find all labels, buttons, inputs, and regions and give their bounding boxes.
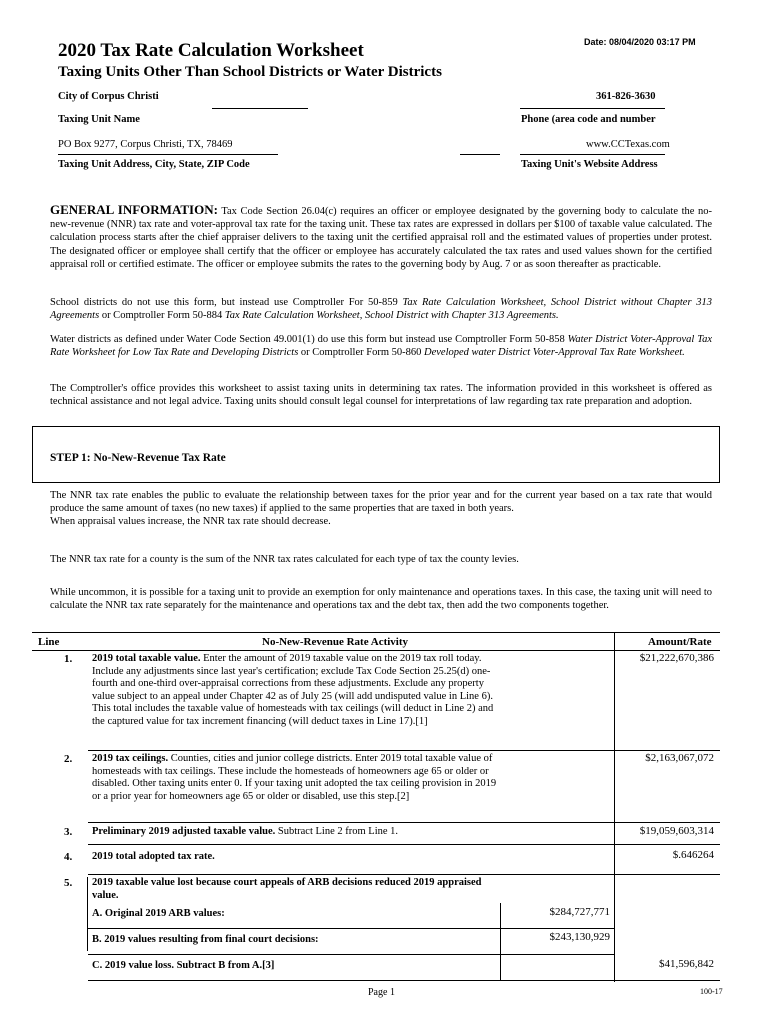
line-activity-text: Counties, cities and junior college districts. Enter 2019 total taxable value of homesteads with tax ceilings. These include the homesteads of homeowners age 65 or older or disabled. Other taxing units enter 0. If your taxing unit adopted the tax ceiling provision in 2019 or a prior year for homeowners age 65 or older or disabled, use this step.[2]	[92, 753, 497, 802]
line-activity-title: 2019 total taxable value.	[92, 653, 201, 664]
phone-number: 361-826-3630	[596, 91, 656, 102]
line-amount: $19,059,603,314	[639, 825, 714, 837]
line-activity-text: Enter the amount of 2019 taxable value on the 2019 tax roll today. Include any adjustments since last year's certification; exclude Tax Code Section 25.25(d) one-fourth and one-third over-appraisal corrections from these adjustments. Exclude any property value subject to an appeal under Chapter 42 as of July 25 (will add undisputed value in Line 6). This total includes the taxable value of homesteads with tax ceilings (will deduct in Line 2) and the captured value for tax increment financing (will deduct taxes in Line 17).[1]	[92, 653, 494, 727]
school-districts-paragraph	[50, 296, 712, 322]
line-activity-text: Subtract Line 2 from Line 1.	[275, 826, 399, 837]
line-5a-amount: $284,727,771	[549, 906, 610, 918]
line-5c-label: C. 2019 value loss. Subtract B from A.[3]	[92, 960, 275, 971]
line-activity	[92, 826, 500, 839]
line-activity	[92, 851, 500, 864]
phone-label: Phone (area code and number	[521, 114, 656, 125]
line-amount: $2,163,067,072	[645, 752, 714, 764]
general-information-text: Tax Code Section 26.04(c) requires an officer or employee designated by the governing body to calculate the no-new-revenue (NNR) tax rate and voter-approval tax rate for the taxing unit. These tax rates are expressed in dollars per $100 of taxable value calculated. The calculation process starts after the chief appraiser delivers to the taxing unit the certified appraisal roll and the estimated values of properties under protest. The designated officer or employee shall certify that the officer or employee has accurately calculated the tax rates and used values shown for the certified appraisal roll or certified estimate. The officer or employee submits the rates to the governing body by Aug. 7 or as soon thereafter as practicable.	[50, 206, 713, 270]
step1-text-1: The NNR tax rate enables the public to evaluate the relationship between taxes for the prior year and for the current year based on a tax rate that would produce the same amount of taxes (no new taxes) if applied to the same properties that are taxed in both years.	[50, 490, 712, 515]
water-form-858: Water District Voter-Approval Tax Rate Worksheet for Low Tax Rate and Developing Districts	[50, 334, 712, 359]
water-text-b: or Comptroller Form 50-860	[298, 347, 424, 359]
school-form-884: Tax Rate Calculation Worksheet, School District with Chapter 313 Agreements.	[224, 310, 559, 322]
taxing-unit-address: PO Box 9277, Corpus Christi, TX, 78469	[58, 139, 233, 150]
line-amount: $21,222,670,386	[639, 652, 714, 664]
step1-heading: STEP 1: No-New-Revenue Tax Rate	[50, 452, 226, 464]
school-text-a: School districts do not use this form, but instead use Comptroller For 50-859	[50, 297, 403, 308]
line-number: 3.	[64, 826, 73, 838]
line-activity	[92, 753, 500, 803]
form-title: 2020 Tax Rate Calculation Worksheet	[58, 40, 364, 61]
line-activity	[92, 877, 500, 902]
taxing-unit-name: City of Corpus Christi	[58, 91, 159, 102]
line-activity-title: 2019 tax ceilings.	[92, 753, 169, 764]
step1-paragraph-2: The NNR tax rate for a county is the sum of the NNR tax rates calculated for each type of tax the county levies.	[50, 554, 519, 565]
line-amount: $.646264	[672, 849, 714, 861]
line-activity-title: 2019 total adopted tax rate.	[92, 851, 215, 862]
print-date: Date: 08/04/2020 03:17 PM	[584, 37, 696, 47]
page-number: Page 1	[368, 987, 395, 998]
step1-paragraph-3: While uncommon, it is possible for a taxing unit to provide an exemption for only maintenance and operations taxes. In this case, the taxing unit will need to calculate the NNR tax rate separately for the maintenance and operations tax and the debt tax, then add the two components together.	[50, 587, 712, 612]
school-form-859: Tax Rate Calculation Worksheet, School District without Chapter 313 Agreements	[50, 297, 712, 322]
line-5b-label: B. 2019 values resulting from final court decisions:	[92, 934, 319, 945]
address-label: Taxing Unit Address, City, State, ZIP Code	[58, 159, 250, 170]
line-activity	[92, 653, 500, 729]
general-information-paragraph	[50, 203, 712, 271]
taxing-unit-name-label: Taxing Unit Name	[58, 114, 140, 125]
line-activity-title: Preliminary 2019 adjusted taxable value.	[92, 826, 276, 837]
form-subtitle: Taxing Units Other Than School Districts or Water Districts	[58, 64, 442, 80]
line-number: 4.	[64, 851, 73, 863]
form-code: 100-17	[700, 987, 723, 996]
line-5c-amount: $41,596,842	[659, 958, 714, 970]
col-line-header: Line	[38, 636, 60, 648]
step1-paragraph-1	[50, 489, 712, 529]
water-form-860: Developed water District Voter-Approval Tax Rate Worksheet.	[424, 347, 685, 359]
school-text-b: or Comptroller Form 50-884	[99, 310, 225, 322]
website: www.CCTexas.com	[586, 139, 670, 150]
comptroller-paragraph: The Comptroller's office provides this worksheet to assist taxing units in determining tax rates. The information provided in this worksheet is offered as technical assistance and not legal advice. Taxing units should consult legal counsel for interpretations of law regarding tax rate preparation and adoption.	[50, 383, 712, 408]
line-5a-label: A. Original 2019 ARB values:	[92, 908, 225, 919]
step1-text-1b: When appraisal values increase, the NNR tax rate should decrease.	[50, 516, 331, 528]
website-label: Taxing Unit's Website Address	[521, 159, 658, 170]
col-activity-header: No-New-Revenue Rate Activity	[262, 636, 409, 648]
line-activity-title: 2019 taxable value lost because court appeals of ARB decisions reduced 2019 appraised value.	[92, 877, 482, 901]
line-5b-amount: $243,130,929	[549, 931, 610, 943]
water-districts-paragraph	[50, 333, 712, 359]
line-number: 2.	[64, 753, 73, 765]
line-number: 5.	[64, 877, 73, 889]
line-number: 1.	[64, 653, 73, 665]
col-amount-header: Amount/Rate	[648, 636, 712, 648]
water-text-a: Water districts as defined under Water Code Section 49.001(1) do use this form but instead use Comptroller Form 50-858	[50, 334, 568, 345]
general-information-lead: GENERAL INFORMATION:	[50, 202, 218, 217]
